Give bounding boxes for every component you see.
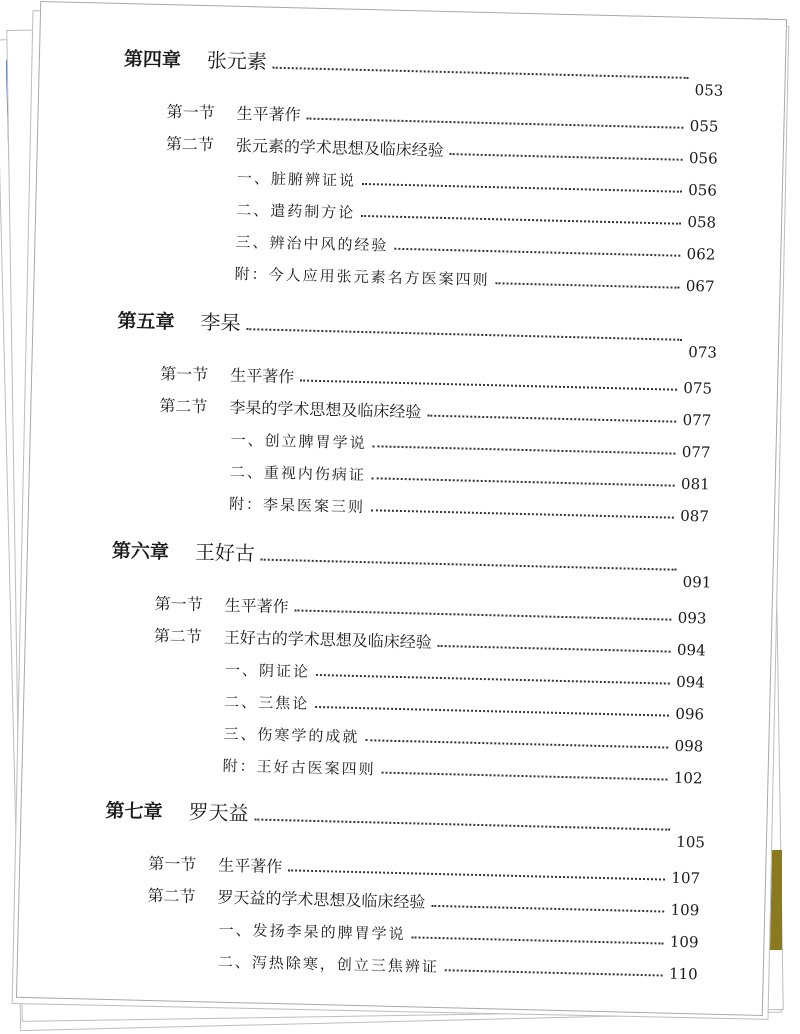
item-title: 附：今人应用张元素名方医案四则 (234, 264, 490, 290)
item-title: 三、辨治中风的经验 (235, 232, 389, 255)
section-title: 生平著作 (218, 855, 283, 877)
chapter-number: 第四章 (123, 48, 182, 72)
section-title: 生平著作 (224, 595, 289, 617)
dot-leader (394, 248, 680, 257)
page-number: 077 (682, 410, 712, 430)
page-number: 058 (687, 212, 717, 232)
toc-item-row[interactable] (225, 659, 705, 692)
item-title: 二、三焦论 (224, 692, 310, 713)
chapter-number: 第七章 (105, 799, 163, 824)
section-number: 第一节 (166, 102, 215, 123)
toc-chapter-row[interactable] (117, 304, 718, 362)
dot-leader (273, 67, 689, 79)
page-number: 081 (680, 474, 710, 494)
item-title: 一、发扬李杲的脾胃学说 (218, 920, 406, 944)
dot-leader (445, 969, 663, 976)
dot-leader (254, 818, 670, 830)
item-title: 一、脏腑辨证说 (236, 168, 357, 190)
toc-item-row[interactable] (235, 231, 715, 264)
dot-leader (382, 772, 668, 781)
toc-section-row[interactable] (147, 883, 699, 919)
section-title: 生平著作 (229, 365, 295, 387)
chapter-number: 第六章 (111, 539, 170, 564)
toc-section-row[interactable] (166, 131, 718, 167)
section-title: 李杲的学术思想及临床经验 (229, 397, 422, 422)
dot-leader (431, 905, 664, 913)
item-title: 附：李杲医案三则 (228, 494, 366, 517)
chapter-title: 李杲 (200, 310, 241, 336)
toc-appendix-row[interactable] (222, 755, 702, 788)
cover-edge-olive (770, 850, 782, 950)
page-number: 094 (675, 672, 706, 692)
section-number: 第二节 (159, 396, 208, 417)
dot-leader (261, 559, 677, 571)
page-number: 102 (673, 768, 703, 788)
page-number: 107 (671, 868, 701, 888)
toc-item-row[interactable] (218, 951, 698, 984)
toc-section-row[interactable] (166, 99, 718, 135)
dot-leader (362, 183, 682, 193)
page-number: 087 (680, 506, 710, 526)
toc-item-row[interactable] (236, 199, 716, 232)
item-title: 三、伤寒学的成就 (223, 724, 360, 747)
section-title: 张元素的学术思想及临床经验 (235, 135, 445, 160)
dot-leader (246, 328, 682, 341)
toc-item-row[interactable] (230, 461, 710, 494)
toc-chapter-row[interactable] (111, 534, 713, 592)
dot-leader (371, 509, 674, 518)
dot-leader (288, 869, 665, 880)
section-number: 第二节 (153, 625, 203, 647)
dot-leader (373, 445, 676, 454)
toc-item-row[interactable] (224, 691, 704, 724)
chapter-title: 罗天益 (188, 799, 249, 826)
dot-leader (450, 153, 683, 161)
dot-leader (427, 415, 676, 423)
page-number: 067 (685, 276, 715, 296)
dot-leader (372, 477, 675, 486)
section-title: 王好古的学术思想及临床经验 (223, 627, 433, 652)
page-number: 056 (688, 148, 718, 168)
page-number: 056 (688, 180, 718, 200)
page-number: 053 (694, 81, 724, 100)
section-title: 生平著作 (236, 103, 301, 125)
toc-chapter-row[interactable] (123, 42, 725, 100)
toc-section-row[interactable] (160, 361, 712, 397)
toc-section-row[interactable] (148, 851, 700, 887)
dot-leader (361, 215, 681, 225)
item-title: 一、创立脾胃学说 (230, 430, 367, 453)
dot-leader (307, 118, 684, 129)
item-title: 二、重视内伤病证 (229, 462, 367, 485)
page-number: 096 (675, 704, 705, 724)
page-number: 055 (689, 116, 719, 136)
toc-item-row[interactable] (218, 919, 698, 952)
dot-leader (365, 739, 668, 748)
dot-leader (294, 609, 671, 620)
toc-page (16, 1, 787, 1016)
section-title: 罗天益的学术思想及临床经验 (217, 887, 426, 912)
toc-item-row[interactable] (223, 723, 703, 756)
dot-leader (316, 674, 670, 685)
page-number: 073 (688, 342, 718, 362)
page-number: 062 (686, 244, 716, 264)
toc-chapter-row[interactable] (105, 794, 706, 852)
toc-section-row[interactable] (159, 393, 711, 429)
section-number: 第二节 (165, 134, 215, 155)
page-number: 110 (668, 964, 698, 984)
dot-leader (300, 379, 677, 390)
toc-appendix-row[interactable] (234, 263, 714, 296)
page-number: 077 (681, 442, 711, 462)
page-number: 105 (676, 832, 706, 852)
section-number: 第一节 (148, 853, 197, 875)
toc-item-row[interactable] (237, 167, 717, 200)
chapter-number: 第五章 (117, 310, 175, 334)
table-of-contents (17, 2, 786, 1015)
page-number: 109 (669, 932, 699, 952)
chapter-title: 张元素 (206, 48, 268, 74)
dot-leader (438, 645, 671, 653)
item-title: 附：王好古医案四则 (222, 756, 376, 779)
page-number: 094 (676, 640, 706, 660)
section-number: 第一节 (154, 593, 203, 615)
toc-section-row[interactable] (154, 591, 706, 627)
item-title: 二、泻热除寒，创立三焦辨证 (217, 952, 440, 977)
page-number: 091 (682, 572, 712, 592)
dot-leader (496, 282, 680, 289)
page-number: 093 (677, 608, 707, 628)
chapter-title: 王好古 (194, 539, 256, 566)
dot-leader (315, 706, 669, 717)
dot-leader (412, 936, 664, 944)
item-title: 一、阴证论 (224, 660, 311, 681)
section-number: 第一节 (159, 364, 209, 385)
page-number: 075 (683, 378, 713, 398)
section-number: 第二节 (147, 885, 196, 907)
toc-section-row[interactable] (154, 623, 706, 659)
toc-item-row[interactable] (230, 429, 710, 462)
page-number: 098 (674, 736, 704, 756)
item-title: 二、遣药制方论 (236, 200, 356, 222)
toc-appendix-row[interactable] (229, 493, 709, 526)
page-number: 109 (670, 900, 700, 920)
